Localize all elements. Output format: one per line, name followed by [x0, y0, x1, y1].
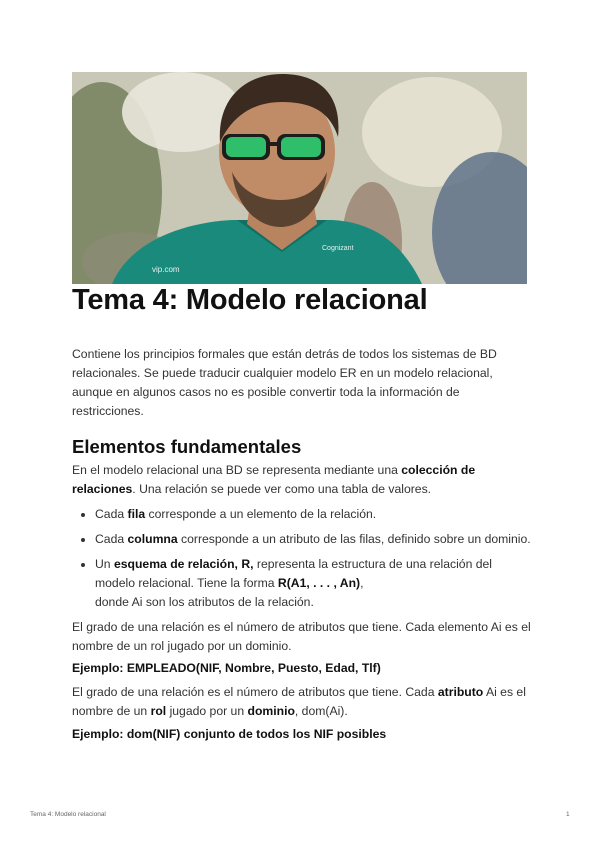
jersey-chest-text: vip.com [152, 265, 180, 274]
page-number: 1 [566, 811, 570, 818]
hero-illustration [72, 72, 527, 284]
jersey-logo-text: Cognizant [322, 245, 354, 252]
list-item: Cada fila corresponde a un elemento de la relación. [72, 505, 532, 524]
section-intro-paragraph: En el modelo relacional una BD se representa mediante una colección de relaciones. Una relación se puede ver como una tabla de valores. [72, 463, 476, 496]
footer-title: Tema 4: Modelo relacional [30, 811, 106, 818]
list-item: Cada columna corresponde a un atributo de las filas, definido sobre un dominio. [72, 530, 532, 549]
example-empleado: Ejemplo: EMPLEADO(NIF, Nombre, Puesto, Edad, Tlf) [72, 661, 381, 675]
degree-paragraph: El grado de una relación es el número de atributos que tiene. Cada elemento Ai es el nombre de un rol jugado por un dominio. [72, 620, 531, 653]
page-title: Tema 4: Modelo relacional [72, 284, 428, 316]
list-item: Un esquema de relación, R, representa la estructura de una relación del modelo relacional. Tiene la forma R(A1, . . . , An), donde Ai son los atributos de la relación. [72, 555, 532, 612]
attribute-paragraph: El grado de una relación es el número de atributos que tiene. Cada atributo Ai es el nombre de un rol jugado por un dominio, dom(Ai). [72, 685, 526, 718]
intro-paragraph: Contiene los principios formales que están detrás de todos los sistemas de BD relacionales. Se puede traducir cualquier modelo ER en un modelo relacional, aunque en algunos casos no es posible convertir toda la información de restricciones. [72, 347, 497, 418]
elements-list [72, 505, 532, 618]
hero-photo [72, 72, 527, 284]
section-heading: Elementos fundamentales [72, 436, 302, 457]
example-dom-nif: Ejemplo: dom(NIF) conjunto de todos los NIF posibles [72, 727, 387, 741]
